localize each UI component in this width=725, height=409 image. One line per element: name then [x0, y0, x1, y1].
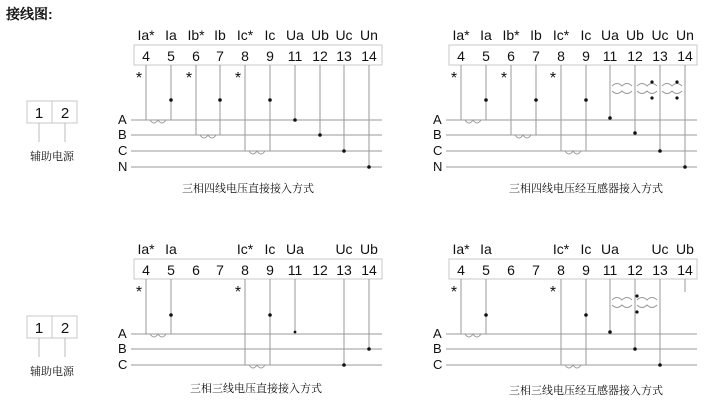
line-label-a: A: [118, 326, 127, 341]
header-ia-star: Ia*: [452, 241, 470, 257]
header-ic: Ic: [580, 27, 592, 43]
aux-power-label: 辅助电源: [30, 366, 74, 378]
terminal-number: 14: [361, 262, 377, 278]
header-uc: Uc: [335, 241, 353, 257]
header-ic-star: Ic*: [236, 241, 254, 257]
terminal-number: 8: [241, 262, 249, 278]
header-ic: Ic: [264, 241, 276, 257]
polarity-star: *: [185, 70, 193, 87]
diagram-caption: 三相四线电压经互感器接入方式: [509, 183, 663, 195]
terminal-numbers: [457, 48, 693, 64]
header-uc: Uc: [651, 27, 669, 43]
line-label-b: B: [118, 127, 127, 142]
line-label-c: C: [433, 143, 443, 158]
polarity-star: *: [549, 284, 557, 301]
header-uc: Uc: [335, 27, 353, 43]
polarity-star: *: [234, 284, 242, 301]
terminal-number: 6: [192, 262, 200, 278]
terminal-number: 7: [216, 48, 224, 64]
phase-labels: [118, 112, 127, 174]
header-ib-star: Ib*: [187, 27, 205, 43]
header-ia: Ia: [165, 241, 177, 257]
diagram-3wire-transformer: [433, 241, 697, 397]
header-ib: Ib: [214, 27, 226, 43]
diagram-caption: 三相四线电压直接接入方式: [182, 183, 314, 195]
header-uc: Uc: [651, 241, 669, 257]
line-label-b: B: [433, 127, 442, 142]
terminal-number: 14: [677, 262, 693, 278]
line-label-b: B: [433, 341, 442, 356]
line-label-c: C: [118, 143, 128, 158]
terminal-number: 11: [287, 262, 303, 278]
header-ua: Ua: [601, 241, 619, 257]
line-label-a: A: [433, 112, 442, 127]
terminal-number: 4: [457, 48, 465, 64]
terminal-number: 9: [266, 48, 274, 64]
header-ic-star: Ic*: [552, 241, 570, 257]
line-label-n: N: [433, 159, 443, 174]
polarity-star: *: [234, 70, 242, 87]
terminal-number: 12: [627, 262, 643, 278]
header-ia: Ia: [480, 241, 492, 257]
phase-labels: [433, 326, 442, 372]
polarity-star: *: [500, 70, 508, 87]
polarity-star: *: [135, 284, 143, 301]
terminal-number: 13: [336, 262, 352, 278]
header-un: Un: [360, 27, 378, 43]
line-label-a: A: [433, 326, 442, 341]
terminal-headers: [452, 241, 694, 257]
terminal-number: 7: [216, 262, 224, 278]
terminal-number: 5: [482, 262, 490, 278]
header-ia-star: Ia*: [137, 27, 155, 43]
terminal-numbers: [142, 262, 377, 278]
header-ub: Ub: [311, 27, 329, 43]
aux-power-bottom: [27, 316, 77, 378]
terminal-number: 6: [192, 48, 200, 64]
aux-power-label: 辅助电源: [30, 151, 74, 163]
line-label-c: C: [118, 357, 128, 372]
terminal-number: 7: [532, 48, 540, 64]
header-ic-star: Ic*: [552, 27, 570, 43]
terminal-number: 9: [582, 48, 590, 64]
header-ic: Ic: [264, 27, 276, 43]
terminal-number: 6: [507, 262, 515, 278]
terminal-number: 13: [652, 48, 668, 64]
header-ia-star: Ia*: [137, 241, 155, 257]
header-ib-star: Ib*: [502, 27, 520, 43]
terminal-number: 5: [167, 48, 175, 64]
terminal-number: 4: [457, 262, 465, 278]
line-label-a: A: [118, 112, 127, 127]
terminal-number: 8: [557, 48, 565, 64]
header-ub: Ub: [360, 241, 378, 257]
diagram-4wire-direct: [118, 27, 382, 195]
terminal-number: 11: [287, 48, 303, 64]
header-ub: Ub: [676, 241, 694, 257]
wiring: [131, 279, 382, 368]
terminal-numbers: [142, 48, 377, 64]
terminal-number: 5: [482, 48, 490, 64]
line-label-b: B: [118, 341, 127, 356]
diagram-3wire-direct: [118, 241, 382, 395]
phase-labels: [118, 326, 127, 372]
terminal-number: 9: [266, 262, 274, 278]
terminal-number: 12: [312, 262, 328, 278]
terminal-number: 11: [602, 48, 618, 64]
terminal-number: 13: [652, 262, 668, 278]
wiring: [446, 279, 697, 368]
header-ia: Ia: [165, 27, 177, 43]
terminal-number: 14: [677, 48, 693, 64]
aux-terminal-1: 1: [34, 320, 44, 337]
terminal-number: 12: [627, 48, 643, 64]
polarity-star: *: [450, 284, 458, 301]
header-un: Un: [676, 27, 694, 43]
polarity-star: *: [135, 70, 143, 87]
terminal-number: 9: [582, 262, 590, 278]
polarity-star: *: [450, 70, 458, 87]
polarity-star: *: [549, 70, 557, 87]
terminal-headers: [137, 27, 378, 43]
terminal-numbers: [457, 262, 693, 278]
header-ua: Ua: [601, 27, 619, 43]
aux-terminal-2: 2: [60, 320, 70, 337]
header-ia: Ia: [480, 27, 492, 43]
line-label-c: C: [433, 357, 443, 372]
header-ua: Ua: [286, 241, 304, 257]
terminal-headers: [137, 241, 378, 257]
header-ib: Ib: [530, 27, 542, 43]
header-ia-star: Ia*: [452, 27, 470, 43]
aux-terminal-2: 2: [60, 105, 70, 122]
header-ic: Ic: [580, 241, 592, 257]
terminal-number: 11: [602, 262, 618, 278]
phase-labels: [433, 112, 442, 174]
terminal-number: 14: [361, 48, 377, 64]
terminal-number: 4: [142, 48, 150, 64]
header-ua: Ua: [286, 27, 304, 43]
diagram-caption: 三相三线电压经互感器接入方式: [509, 385, 663, 397]
header-ub: Ub: [626, 27, 644, 43]
terminal-headers: [452, 27, 694, 43]
terminal-number: 8: [241, 48, 249, 64]
terminal-number: 5: [167, 262, 175, 278]
diagram-4wire-transformer: [433, 27, 697, 195]
diagram-caption: 三相三线电压直接接入方式: [190, 383, 322, 395]
aux-power-top: [27, 101, 77, 163]
terminal-number: 13: [336, 48, 352, 64]
terminal-number: 12: [312, 48, 328, 64]
page-title: 接线图:: [6, 6, 53, 22]
aux-terminal-1: 1: [34, 105, 44, 122]
terminal-number: 8: [557, 262, 565, 278]
line-label-n: N: [118, 159, 128, 174]
header-ic-star: Ic*: [236, 27, 254, 43]
terminal-number: 6: [507, 48, 515, 64]
terminal-number: 7: [532, 262, 540, 278]
terminal-number: 4: [142, 262, 150, 278]
